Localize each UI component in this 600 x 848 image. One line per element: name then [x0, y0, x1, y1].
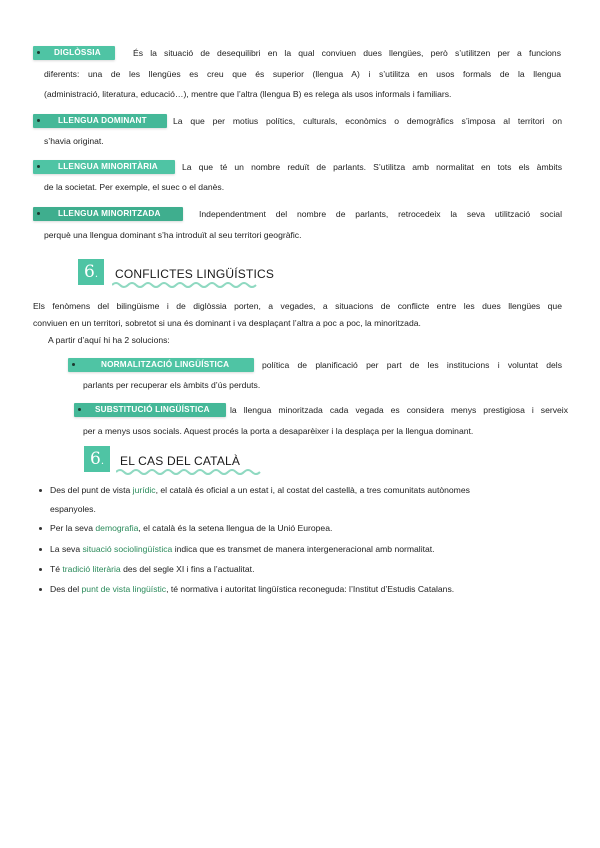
term-label: LLENGUA MINORITZADA — [58, 209, 161, 218]
definition-text: (administració, literatura, educació…), mentre que l’altra (llengua B) es relega als usos informals i familiars. — [44, 89, 452, 99]
list-bullet — [39, 527, 42, 530]
term-badge-llengua-dominant — [33, 114, 167, 128]
section-title: EL CAS DEL CATALÀ — [120, 454, 241, 468]
section-number: 6. — [78, 259, 104, 285]
list-item: Té tradició literària des del segle XI i fins a l’actualitat. — [50, 564, 255, 574]
term-badge-normalitzacio — [68, 358, 254, 372]
term-badge-substitucio — [74, 403, 226, 417]
highlight-term: punt de vista lingüístic — [81, 584, 167, 594]
term-badge-llengua-minoritaria — [33, 160, 175, 174]
definition-text: diferents: una de les llengües es creu que és superior (llengua A) i s’utilitza en usos formals de la llengua — [44, 69, 561, 79]
list-item-continuation: espanyoles. — [50, 504, 96, 514]
term-badge-llengua-minoritzada — [33, 207, 183, 221]
term-label: LLENGUA DOMINANT — [58, 116, 147, 125]
section-title: CONFLICTES LINGÜÍSTICS — [115, 267, 275, 281]
list-bullet — [39, 588, 42, 591]
solution-text: per a menys usos socials. Aquest procés la porta a desaparèixer i la desplaça per la llengua dominant. — [83, 426, 474, 436]
definition-text: És la situació de desequilibri en la qual conviuen dues llengües, però s’utilitzen per a funcions — [133, 48, 561, 58]
list-item: La seva situació sociolingüística indica que es transmet de manera intergeneracional amb normalitat. — [50, 544, 435, 554]
definition-text: perquè una llengua dominant s’ha introduït al seu territori geogràfic. — [44, 230, 302, 240]
squiggle-underline — [116, 468, 264, 476]
paragraph-text: Els fenòmens del bilingüisme i de diglòssia porten, a vegades, a situacions de conflicte entre les dues llengües que — [33, 301, 562, 311]
squiggle-underline — [112, 281, 262, 289]
bullet-dot — [78, 408, 81, 411]
definition-text: Independentment del nombre de parlants, retrocedeix la seva utilització social — [199, 209, 562, 219]
list-bullet — [39, 568, 42, 571]
bullet-dot — [37, 51, 40, 54]
definition-text: La que té un nombre reduït de parlants. S’utilitza amb normalitat en tots els àmbits — [182, 162, 562, 172]
list-bullet — [39, 489, 42, 492]
term-label: NORMALITZACIÓ LINGÜÍSTICA — [101, 360, 230, 369]
list-bullet — [39, 548, 42, 551]
definition-text: de la societat. Per exemple, el suec o el danès. — [44, 182, 225, 192]
solution-text: política de planificació per part de les institucions i voluntat dels — [262, 360, 562, 370]
term-label: DIGLÒSSIA — [54, 48, 101, 57]
bullet-dot — [37, 119, 40, 122]
bullet-dot — [37, 212, 40, 215]
bullet-dot — [72, 363, 75, 366]
term-label: SUBSTITUCIÓ LINGÜÍSTICA — [95, 405, 210, 414]
section-number: 6. — [84, 446, 110, 472]
definition-text: La que per motius polítics, culturals, econòmics o demogràfics s’imposa al territori on — [173, 116, 562, 126]
paragraph-text: conviuen en un territori, sobretot si una és dominant i va desplaçant l’altra a poc a poc, la minoritzada. — [33, 318, 421, 328]
intro-text: A partir d’aquí hi ha 2 solucions: — [48, 335, 170, 345]
solution-text: la llengua minoritzada cada vegada es considera menys prestigiosa i serveix — [230, 405, 568, 415]
term-label: LLENGUA MINORITÀRIA — [58, 162, 158, 171]
list-item: Per la seva demografia, el català és la setena llengua de la Unió Europea. — [50, 523, 333, 533]
term-badge-diglossia — [33, 46, 115, 60]
highlight-term: jurídic — [132, 485, 156, 495]
list-item: Des del punt de vista jurídic, el català és oficial a un estat i, al costat del castellà, a tres comunitats autònomes — [50, 485, 470, 495]
definition-text: s’havia originat. — [44, 136, 104, 146]
highlight-term: demografia — [95, 523, 139, 533]
solution-text: parlants per recuperar els àmbits d’ús perduts. — [83, 380, 261, 390]
highlight-term: situació sociolingüística — [82, 544, 173, 554]
list-item: Des del punt de vista lingüístic, té normativa i autoritat lingüística reconeguda: l’Institut d’Estudis Catalans. — [50, 584, 455, 594]
highlight-term: tradició literària — [62, 564, 121, 574]
bullet-dot — [37, 165, 40, 168]
